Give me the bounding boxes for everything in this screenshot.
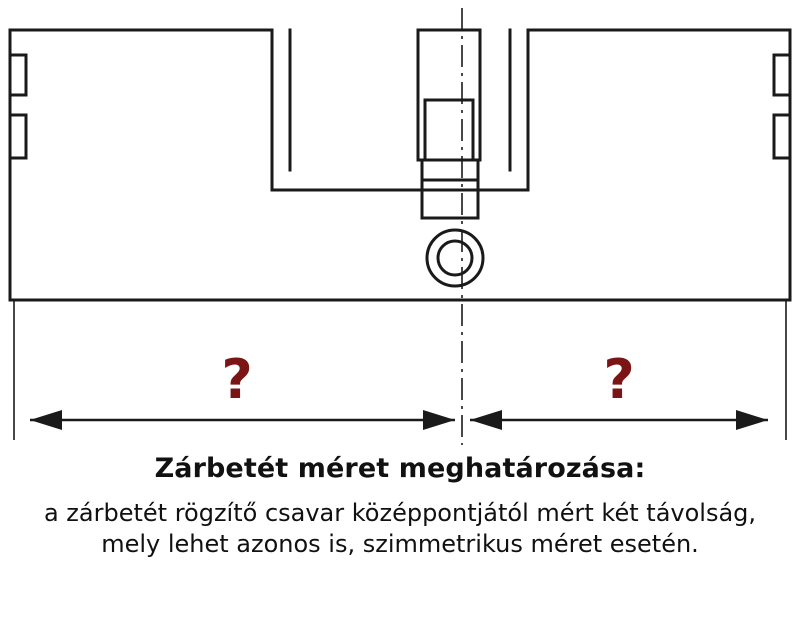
left-notch-upper <box>10 55 26 95</box>
cam-upper-body <box>418 30 480 160</box>
left-arrow-head-outer <box>30 410 62 430</box>
right-arrow-head-inner <box>470 410 502 430</box>
caption-block <box>0 452 800 560</box>
right-arrow-head-outer <box>736 410 768 430</box>
caption-line-1: a zárbetét rögzítő csavar középpontjától mért két távolság, <box>43 498 757 527</box>
caption-title: Zárbetét méret meghatározása: <box>154 453 646 484</box>
cam-shoulder <box>272 160 528 190</box>
caption-line-2: mely lehet azonos is, szimmetrikus méret esetén. <box>101 529 699 558</box>
left-profile-top <box>10 30 272 160</box>
cylinder-body-outline <box>10 160 790 300</box>
left-dimension-label: ? <box>221 348 253 411</box>
left-arrow-head-inner <box>423 410 455 430</box>
left-notch-lower <box>10 115 26 158</box>
screw-hole-inner <box>438 241 472 275</box>
cam-inner-block <box>425 100 473 160</box>
right-notch-upper <box>774 55 790 95</box>
screw-hole-outer <box>427 230 483 286</box>
right-profile-top <box>528 30 790 160</box>
right-dimension-label: ? <box>603 348 635 411</box>
right-notch-lower <box>774 115 790 158</box>
